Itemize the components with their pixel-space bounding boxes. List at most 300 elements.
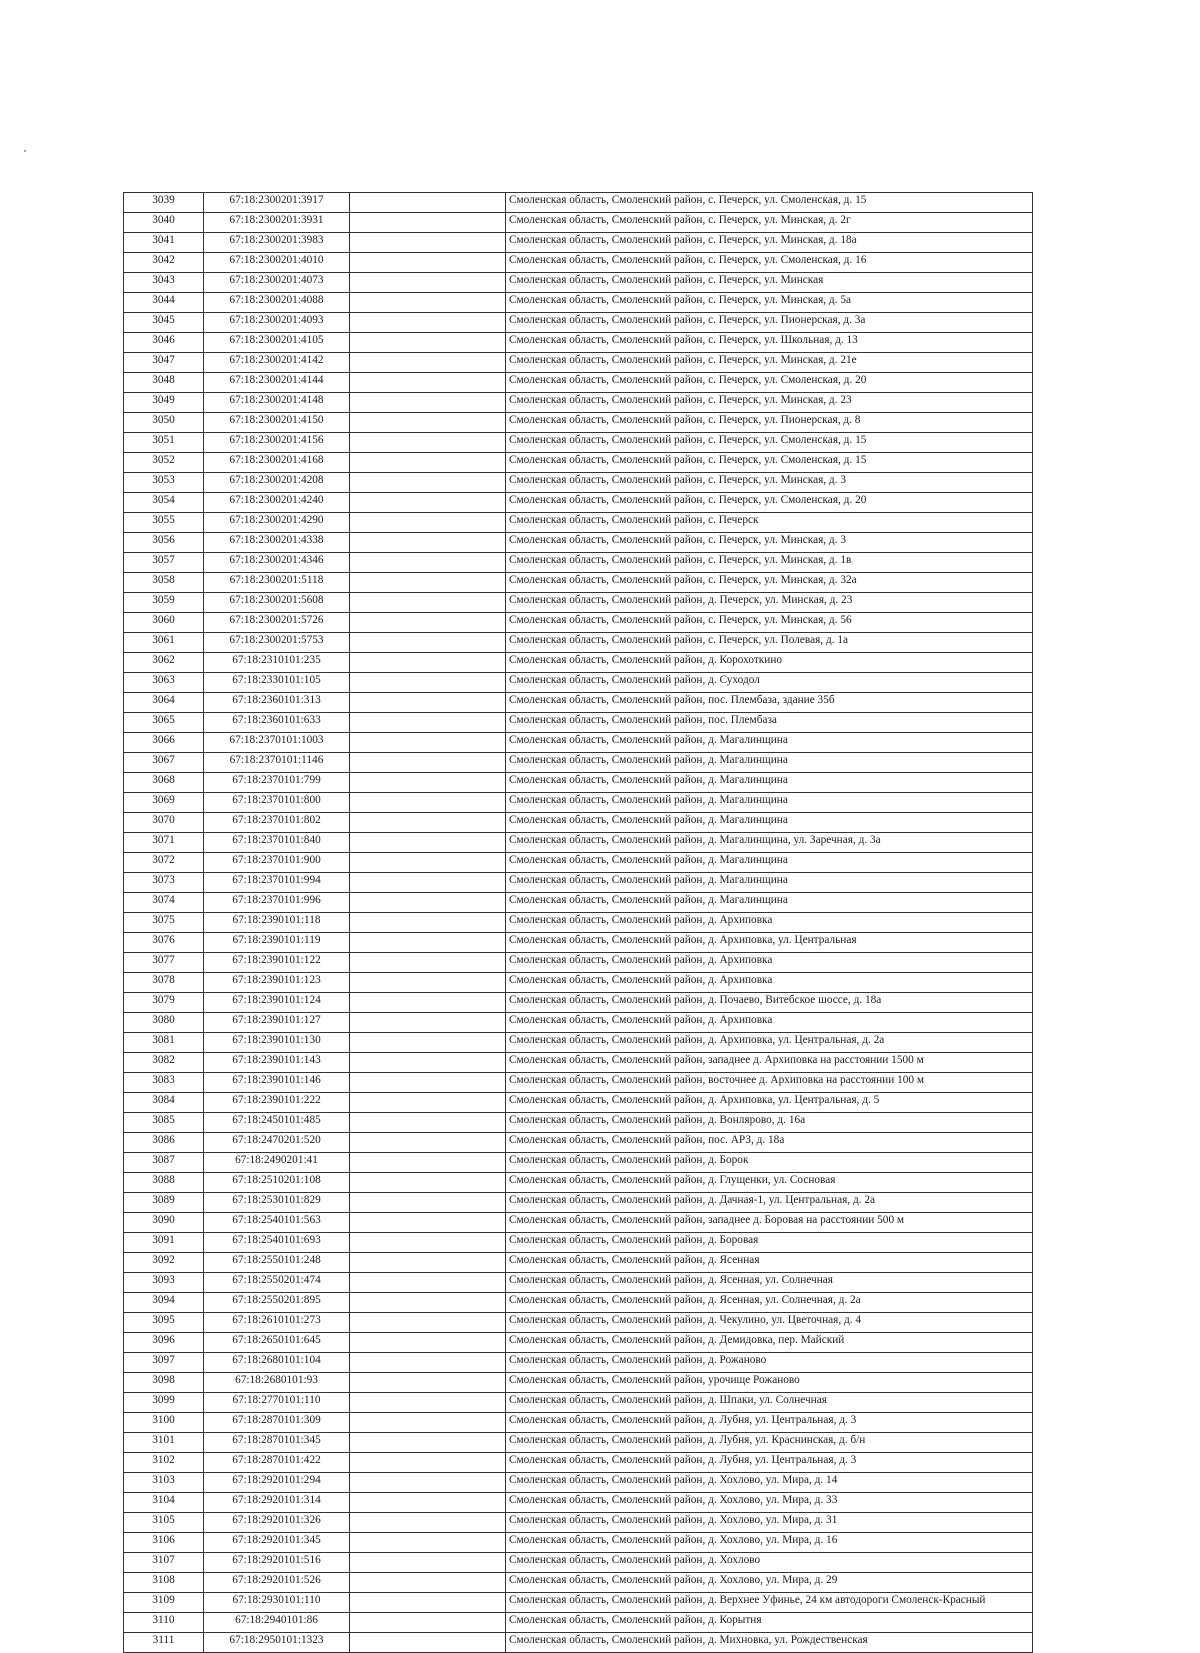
row-number: 3054 bbox=[124, 493, 204, 513]
row-number: 3092 bbox=[124, 1253, 204, 1273]
address-cell: Смоленская область, Смоленский район, западнее д. Боровая на расстоянии 500 м bbox=[506, 1213, 1033, 1233]
row-number: 3079 bbox=[124, 993, 204, 1013]
address-cell: Смоленская область, Смоленский район, д. Корытня bbox=[506, 1613, 1033, 1633]
table-row bbox=[124, 653, 1033, 673]
row-number: 3078 bbox=[124, 973, 204, 993]
table-row bbox=[124, 373, 1033, 393]
address-cell: Смоленская область, Смоленский район, с. Печерск, ул. Минская, д. 23 bbox=[506, 393, 1033, 413]
table-row bbox=[124, 493, 1033, 513]
table-row bbox=[124, 913, 1033, 933]
cadastral-number: 67:18:2920101:345 bbox=[204, 1533, 350, 1553]
empty-cell bbox=[350, 1573, 506, 1593]
address-cell: Смоленская область, Смоленский район, д. Демидовка, пер. Майский bbox=[506, 1333, 1033, 1353]
cadastral-registry-table bbox=[123, 192, 1033, 1653]
empty-cell bbox=[350, 873, 506, 893]
empty-cell bbox=[350, 1253, 506, 1273]
empty-cell bbox=[350, 773, 506, 793]
row-number: 3088 bbox=[124, 1173, 204, 1193]
table-row bbox=[124, 273, 1033, 293]
row-number: 3072 bbox=[124, 853, 204, 873]
address-cell: Смоленская область, Смоленский район, пос. Плембаза bbox=[506, 713, 1033, 733]
empty-cell bbox=[350, 1033, 506, 1053]
cadastral-number: 67:18:2370101:840 bbox=[204, 833, 350, 853]
table-row bbox=[124, 853, 1033, 873]
empty-cell bbox=[350, 853, 506, 873]
table-row bbox=[124, 1533, 1033, 1553]
row-number: 3098 bbox=[124, 1373, 204, 1393]
row-number: 3056 bbox=[124, 533, 204, 553]
table-row bbox=[124, 993, 1033, 1013]
row-number: 3109 bbox=[124, 1593, 204, 1613]
row-number: 3068 bbox=[124, 773, 204, 793]
cadastral-number: 67:18:2300201:3917 bbox=[204, 193, 350, 213]
address-cell: Смоленская область, Смоленский район, д. Рожаново bbox=[506, 1353, 1033, 1373]
row-number: 3062 bbox=[124, 653, 204, 673]
address-cell: Смоленская область, Смоленский район, с. Печерск, ул. Смоленская, д. 15 bbox=[506, 453, 1033, 473]
empty-cell bbox=[350, 1333, 506, 1353]
table-row bbox=[124, 773, 1033, 793]
row-number: 3063 bbox=[124, 673, 204, 693]
empty-cell bbox=[350, 453, 506, 473]
address-cell: Смоленская область, Смоленский район, д. Ясенная bbox=[506, 1253, 1033, 1273]
address-cell: Смоленская область, Смоленский район, д. Магалинщина bbox=[506, 893, 1033, 913]
empty-cell bbox=[350, 733, 506, 753]
address-cell: Смоленская область, Смоленский район, с. Печерск, ул. Минская, д. 1в bbox=[506, 553, 1033, 573]
address-cell: Смоленская область, Смоленский район, д. Хохлово, ул. Мира, д. 33 bbox=[506, 1493, 1033, 1513]
address-cell: Смоленская область, Смоленский район, д. Вонлярово, д. 16а bbox=[506, 1113, 1033, 1133]
row-number: 3042 bbox=[124, 253, 204, 273]
cadastral-number: 67:18:2870101:309 bbox=[204, 1413, 350, 1433]
row-number: 3089 bbox=[124, 1193, 204, 1213]
cadastral-number: 67:18:2930101:110 bbox=[204, 1593, 350, 1613]
empty-cell bbox=[350, 1533, 506, 1553]
empty-cell bbox=[350, 373, 506, 393]
row-number: 3041 bbox=[124, 233, 204, 253]
cadastral-number: 67:18:2920101:526 bbox=[204, 1573, 350, 1593]
row-number: 3051 bbox=[124, 433, 204, 453]
row-number: 3097 bbox=[124, 1353, 204, 1373]
cadastral-number: 67:18:2370101:996 bbox=[204, 893, 350, 913]
cadastral-number: 67:18:2300201:4290 bbox=[204, 513, 350, 533]
address-cell: Смоленская область, Смоленский район, с. Печерск, ул. Смоленская, д. 20 bbox=[506, 493, 1033, 513]
address-cell: Смоленская область, Смоленский район, д. Магалинщина bbox=[506, 793, 1033, 813]
row-number: 3043 bbox=[124, 273, 204, 293]
empty-cell bbox=[350, 1373, 506, 1393]
address-cell: Смоленская область, Смоленский район, д. Верхнее Уфинье, 24 км автодороги Смоленск-Красный bbox=[506, 1593, 1033, 1613]
address-cell: Смоленская область, Смоленский район, с. Печерск bbox=[506, 513, 1033, 533]
cadastral-number: 67:18:2300201:4168 bbox=[204, 453, 350, 473]
row-number: 3065 bbox=[124, 713, 204, 733]
address-cell: Смоленская область, Смоленский район, д. Архиповка bbox=[506, 953, 1033, 973]
cadastral-number: 67:18:2300201:5608 bbox=[204, 593, 350, 613]
table-row bbox=[124, 453, 1033, 473]
table-row bbox=[124, 233, 1033, 253]
address-cell: Смоленская область, Смоленский район, д. Ясенная, ул. Солнечная, д. 2а bbox=[506, 1293, 1033, 1313]
row-number: 3061 bbox=[124, 633, 204, 653]
row-number: 3076 bbox=[124, 933, 204, 953]
address-cell: Смоленская область, Смоленский район, с. Печерск, ул. Минская, д. 2г bbox=[506, 213, 1033, 233]
row-number: 3048 bbox=[124, 373, 204, 393]
row-number: 3083 bbox=[124, 1073, 204, 1093]
table-row bbox=[124, 213, 1033, 233]
cadastral-number: 67:18:2300201:4144 bbox=[204, 373, 350, 393]
address-cell: Смоленская область, Смоленский район, с. Печерск, ул. Пионерская, д. 3а bbox=[506, 313, 1033, 333]
address-cell: Смоленская область, Смоленский район, д. Печерск, ул. Минская, д. 23 bbox=[506, 593, 1033, 613]
empty-cell bbox=[350, 253, 506, 273]
empty-cell bbox=[350, 573, 506, 593]
cadastral-number: 67:18:2540101:693 bbox=[204, 1233, 350, 1253]
address-cell: Смоленская область, Смоленский район, д. Лубня, ул. Центральная, д. 3 bbox=[506, 1453, 1033, 1473]
table-row bbox=[124, 813, 1033, 833]
row-number: 3095 bbox=[124, 1313, 204, 1333]
empty-cell bbox=[350, 433, 506, 453]
address-cell: Смоленская область, Смоленский район, д. Магалинщина bbox=[506, 753, 1033, 773]
empty-cell bbox=[350, 353, 506, 373]
cadastral-number: 67:18:2300201:5726 bbox=[204, 613, 350, 633]
address-cell: Смоленская область, Смоленский район, с. Печерск, ул. Смоленская, д. 20 bbox=[506, 373, 1033, 393]
table-row bbox=[124, 613, 1033, 633]
empty-cell bbox=[350, 1593, 506, 1613]
table-row bbox=[124, 713, 1033, 733]
table-row bbox=[124, 1593, 1033, 1613]
empty-cell bbox=[350, 833, 506, 853]
address-cell: Смоленская область, Смоленский район, д. Лубня, ул. Центральная, д. 3 bbox=[506, 1413, 1033, 1433]
table-row bbox=[124, 573, 1033, 593]
empty-cell bbox=[350, 993, 506, 1013]
row-number: 3040 bbox=[124, 213, 204, 233]
empty-cell bbox=[350, 693, 506, 713]
table-row bbox=[124, 593, 1033, 613]
row-number: 3067 bbox=[124, 753, 204, 773]
table-row bbox=[124, 1113, 1033, 1133]
cadastral-number: 67:18:2300201:4338 bbox=[204, 533, 350, 553]
empty-cell bbox=[350, 973, 506, 993]
address-cell: Смоленская область, Смоленский район, д. Суходол bbox=[506, 673, 1033, 693]
cadastral-number: 67:18:2370101:800 bbox=[204, 793, 350, 813]
address-cell: Смоленская область, Смоленский район, урочище Рожаново bbox=[506, 1373, 1033, 1393]
empty-cell bbox=[350, 1113, 506, 1133]
empty-cell bbox=[350, 793, 506, 813]
cadastral-number: 67:18:2370101:802 bbox=[204, 813, 350, 833]
address-cell: Смоленская область, Смоленский район, д. Магалинщина bbox=[506, 733, 1033, 753]
empty-cell bbox=[350, 893, 506, 913]
empty-cell bbox=[350, 1553, 506, 1573]
empty-cell bbox=[350, 633, 506, 653]
cadastral-number: 67:18:2390101:118 bbox=[204, 913, 350, 933]
table-row bbox=[124, 973, 1033, 993]
table-row bbox=[124, 1513, 1033, 1533]
table-row bbox=[124, 393, 1033, 413]
row-number: 3071 bbox=[124, 833, 204, 853]
table-row bbox=[124, 1433, 1033, 1453]
cadastral-number: 67:18:2870101:345 bbox=[204, 1433, 350, 1453]
row-number: 3057 bbox=[124, 553, 204, 573]
table-row bbox=[124, 693, 1033, 713]
table-row bbox=[124, 1053, 1033, 1073]
table-row bbox=[124, 1093, 1033, 1113]
table-row bbox=[124, 933, 1033, 953]
row-number: 3086 bbox=[124, 1133, 204, 1153]
empty-cell bbox=[350, 613, 506, 633]
address-cell: Смоленская область, Смоленский район, д. Чекулино, ул. Цветочная, д. 4 bbox=[506, 1313, 1033, 1333]
address-cell: Смоленская область, Смоленский район, восточнее д. Архиповка на расстоянии 100 м bbox=[506, 1073, 1033, 1093]
address-cell: Смоленская область, Смоленский район, д. Архиповка, ул. Центральная, д. 2а bbox=[506, 1033, 1033, 1053]
row-number: 3050 bbox=[124, 413, 204, 433]
table-row bbox=[124, 733, 1033, 753]
cadastral-number: 67:18:2920101:314 bbox=[204, 1493, 350, 1513]
address-cell: Смоленская область, Смоленский район, д. Шпаки, ул. Солнечная bbox=[506, 1393, 1033, 1413]
table-row bbox=[124, 1033, 1033, 1053]
empty-cell bbox=[350, 1093, 506, 1113]
cadastral-number: 67:18:2390101:123 bbox=[204, 973, 350, 993]
table-row bbox=[124, 1553, 1033, 1573]
address-cell: Смоленская область, Смоленский район, пос. Плембаза, здание 35б bbox=[506, 693, 1033, 713]
cadastral-number: 67:18:2940101:86 bbox=[204, 1613, 350, 1633]
cadastral-number: 67:18:2390101:143 bbox=[204, 1053, 350, 1073]
empty-cell bbox=[350, 1353, 506, 1373]
cadastral-number: 67:18:2920101:516 bbox=[204, 1553, 350, 1573]
address-cell: Смоленская область, Смоленский район, д. Дачная-1, ул. Центральная, д. 2а bbox=[506, 1193, 1033, 1213]
empty-cell bbox=[350, 193, 506, 213]
address-cell: Смоленская область, Смоленский район, д. Магалинщина bbox=[506, 813, 1033, 833]
table-row bbox=[124, 633, 1033, 653]
row-number: 3045 bbox=[124, 313, 204, 333]
cadastral-number: 67:18:2390101:146 bbox=[204, 1073, 350, 1093]
cadastral-number: 67:18:2550201:474 bbox=[204, 1273, 350, 1293]
table-row bbox=[124, 1333, 1033, 1353]
row-number: 3047 bbox=[124, 353, 204, 373]
cadastral-number: 67:18:2300201:4073 bbox=[204, 273, 350, 293]
empty-cell bbox=[350, 1513, 506, 1533]
table-row bbox=[124, 413, 1033, 433]
cadastral-number: 67:18:2370101:799 bbox=[204, 773, 350, 793]
row-number: 3058 bbox=[124, 573, 204, 593]
address-cell: Смоленская область, Смоленский район, д. Борок bbox=[506, 1153, 1033, 1173]
address-cell: Смоленская область, Смоленский район, д. Хохлово, ул. Мира, д. 14 bbox=[506, 1473, 1033, 1493]
cadastral-number: 67:18:2490201:41 bbox=[204, 1153, 350, 1173]
address-cell: Смоленская область, Смоленский район, д. Хохлово bbox=[506, 1553, 1033, 1573]
cadastral-number: 67:18:2300201:4150 bbox=[204, 413, 350, 433]
row-number: 3044 bbox=[124, 293, 204, 313]
empty-cell bbox=[350, 713, 506, 733]
cadastral-number: 67:18:2300201:4208 bbox=[204, 473, 350, 493]
cadastral-number: 67:18:2300201:4105 bbox=[204, 333, 350, 353]
empty-cell bbox=[350, 313, 506, 333]
table-row bbox=[124, 873, 1033, 893]
address-cell: Смоленская область, Смоленский район, с. Печерск, ул. Минская bbox=[506, 273, 1033, 293]
row-number: 3052 bbox=[124, 453, 204, 473]
row-number: 3081 bbox=[124, 1033, 204, 1053]
address-cell: Смоленская область, Смоленский район, с. Печерск, ул. Школьная, д. 13 bbox=[506, 333, 1033, 353]
scan-speck bbox=[24, 150, 26, 152]
empty-cell bbox=[350, 1413, 506, 1433]
row-number: 3039 bbox=[124, 193, 204, 213]
row-number: 3075 bbox=[124, 913, 204, 933]
address-cell: Смоленская область, Смоленский район, с. Печерск, ул. Минская, д. 21е bbox=[506, 353, 1033, 373]
row-number: 3053 bbox=[124, 473, 204, 493]
address-cell: Смоленская область, Смоленский район, д. Хохлово, ул. Мира, д. 29 bbox=[506, 1573, 1033, 1593]
address-cell: Смоленская область, Смоленский район, д. Архиповка, ул. Центральная bbox=[506, 933, 1033, 953]
empty-cell bbox=[350, 1613, 506, 1633]
cadastral-number: 67:18:2390101:222 bbox=[204, 1093, 350, 1113]
cadastral-number: 67:18:2550201:895 bbox=[204, 1293, 350, 1313]
table-row bbox=[124, 953, 1033, 973]
table-row bbox=[124, 513, 1033, 533]
row-number: 3070 bbox=[124, 813, 204, 833]
table-row bbox=[124, 1013, 1033, 1033]
table-row bbox=[124, 1233, 1033, 1253]
cadastral-number: 67:18:2650101:645 bbox=[204, 1333, 350, 1353]
row-number: 3103 bbox=[124, 1473, 204, 1493]
cadastral-number: 67:18:2300201:4142 bbox=[204, 353, 350, 373]
row-number: 3099 bbox=[124, 1393, 204, 1413]
table-row bbox=[124, 1293, 1033, 1313]
table-row bbox=[124, 353, 1033, 373]
empty-cell bbox=[350, 1293, 506, 1313]
cadastral-number: 67:18:2300201:4240 bbox=[204, 493, 350, 513]
address-cell: Смоленская область, Смоленский район, пос. АРЗ, д. 18а bbox=[506, 1133, 1033, 1153]
cadastral-number: 67:18:2390101:127 bbox=[204, 1013, 350, 1033]
empty-cell bbox=[350, 1173, 506, 1193]
row-number: 3060 bbox=[124, 613, 204, 633]
row-number: 3091 bbox=[124, 1233, 204, 1253]
table-row bbox=[124, 1353, 1033, 1373]
cadastral-number: 67:18:2300201:4148 bbox=[204, 393, 350, 413]
row-number: 3080 bbox=[124, 1013, 204, 1033]
empty-cell bbox=[350, 333, 506, 353]
empty-cell bbox=[350, 593, 506, 613]
table-row bbox=[124, 1073, 1033, 1093]
row-number: 3059 bbox=[124, 593, 204, 613]
row-number: 3100 bbox=[124, 1413, 204, 1433]
row-number: 3108 bbox=[124, 1573, 204, 1593]
address-cell: Смоленская область, Смоленский район, д. Хохлово, ул. Мира, д. 31 bbox=[506, 1513, 1033, 1533]
table-row bbox=[124, 1453, 1033, 1473]
table-row bbox=[124, 753, 1033, 773]
row-number: 3111 bbox=[124, 1633, 204, 1653]
empty-cell bbox=[350, 1273, 506, 1293]
row-number: 3066 bbox=[124, 733, 204, 753]
empty-cell bbox=[350, 493, 506, 513]
row-number: 3069 bbox=[124, 793, 204, 813]
empty-cell bbox=[350, 753, 506, 773]
cadastral-number: 67:18:2360101:633 bbox=[204, 713, 350, 733]
empty-cell bbox=[350, 513, 506, 533]
empty-cell bbox=[350, 393, 506, 413]
table-row bbox=[124, 553, 1033, 573]
empty-cell bbox=[350, 1153, 506, 1173]
table-row bbox=[124, 1633, 1033, 1653]
address-cell: Смоленская область, Смоленский район, д. Глущенки, ул. Сосновая bbox=[506, 1173, 1033, 1193]
table-row bbox=[124, 1613, 1033, 1633]
table-row bbox=[124, 833, 1033, 853]
cadastral-number: 67:18:2300201:4346 bbox=[204, 553, 350, 573]
empty-cell bbox=[350, 1453, 506, 1473]
cadastral-number: 67:18:2360101:313 bbox=[204, 693, 350, 713]
table-row bbox=[124, 333, 1033, 353]
empty-cell bbox=[350, 1633, 506, 1653]
cadastral-number: 67:18:2370101:1146 bbox=[204, 753, 350, 773]
table-row bbox=[124, 1473, 1033, 1493]
empty-cell bbox=[350, 1433, 506, 1453]
empty-cell bbox=[350, 1013, 506, 1033]
empty-cell bbox=[350, 533, 506, 553]
table-row bbox=[124, 253, 1033, 273]
table-row bbox=[124, 313, 1033, 333]
registry-table-body bbox=[124, 193, 1033, 1653]
cadastral-number: 67:18:2530101:829 bbox=[204, 1193, 350, 1213]
cadastral-number: 67:18:2770101:110 bbox=[204, 1393, 350, 1413]
empty-cell bbox=[350, 293, 506, 313]
address-cell: Смоленская область, Смоленский район, д. Ясенная, ул. Солнечная bbox=[506, 1273, 1033, 1293]
cadastral-number: 67:18:2390101:122 bbox=[204, 953, 350, 973]
empty-cell bbox=[350, 213, 506, 233]
table-row bbox=[124, 1413, 1033, 1433]
table-row bbox=[124, 1193, 1033, 1213]
cadastral-number: 67:18:2450101:485 bbox=[204, 1113, 350, 1133]
address-cell: Смоленская область, Смоленский район, д. Магалинщина, ул. Заречная, д. 3а bbox=[506, 833, 1033, 853]
address-cell: Смоленская область, Смоленский район, с. Печерск, ул. Смоленская, д. 15 bbox=[506, 193, 1033, 213]
empty-cell bbox=[350, 953, 506, 973]
row-number: 3110 bbox=[124, 1613, 204, 1633]
cadastral-number: 67:18:2300201:5118 bbox=[204, 573, 350, 593]
row-number: 3087 bbox=[124, 1153, 204, 1173]
row-number: 3102 bbox=[124, 1453, 204, 1473]
row-number: 3101 bbox=[124, 1433, 204, 1453]
cadastral-number: 67:18:2390101:119 bbox=[204, 933, 350, 953]
empty-cell bbox=[350, 1213, 506, 1233]
table-row bbox=[124, 1573, 1033, 1593]
cadastral-number: 67:18:2510201:108 bbox=[204, 1173, 350, 1193]
cadastral-number: 67:18:2610101:273 bbox=[204, 1313, 350, 1333]
table-row bbox=[124, 473, 1033, 493]
table-row bbox=[124, 1173, 1033, 1193]
address-cell: Смоленская область, Смоленский район, с. Печерск, ул. Минская, д. 56 bbox=[506, 613, 1033, 633]
cadastral-number: 67:18:2300201:4093 bbox=[204, 313, 350, 333]
cadastral-number: 67:18:2330101:105 bbox=[204, 673, 350, 693]
row-number: 3073 bbox=[124, 873, 204, 893]
table-row bbox=[124, 1313, 1033, 1333]
table-row bbox=[124, 1213, 1033, 1233]
cadastral-number: 67:18:2370101:900 bbox=[204, 853, 350, 873]
row-number: 3064 bbox=[124, 693, 204, 713]
row-number: 3049 bbox=[124, 393, 204, 413]
table-row bbox=[124, 533, 1033, 553]
address-cell: Смоленская область, Смоленский район, д. Михновка, ул. Рождественская bbox=[506, 1633, 1033, 1653]
row-number: 3084 bbox=[124, 1093, 204, 1113]
row-number: 3055 bbox=[124, 513, 204, 533]
row-number: 3093 bbox=[124, 1273, 204, 1293]
table-row bbox=[124, 793, 1033, 813]
table-row bbox=[124, 1373, 1033, 1393]
empty-cell bbox=[350, 413, 506, 433]
address-cell: Смоленская область, Смоленский район, с. Печерск, ул. Полевая, д. 1а bbox=[506, 633, 1033, 653]
address-cell: Смоленская область, Смоленский район, д. Архиповка bbox=[506, 1013, 1033, 1033]
address-cell: Смоленская область, Смоленский район, д. Магалинщина bbox=[506, 873, 1033, 893]
row-number: 3107 bbox=[124, 1553, 204, 1573]
table-row bbox=[124, 1153, 1033, 1173]
row-number: 3046 bbox=[124, 333, 204, 353]
empty-cell bbox=[350, 553, 506, 573]
empty-cell bbox=[350, 273, 506, 293]
table-row bbox=[124, 1133, 1033, 1153]
row-number: 3085 bbox=[124, 1113, 204, 1133]
address-cell: Смоленская область, Смоленский район, д. Хохлово, ул. Мира, д. 16 bbox=[506, 1533, 1033, 1553]
empty-cell bbox=[350, 933, 506, 953]
row-number: 3106 bbox=[124, 1533, 204, 1553]
empty-cell bbox=[350, 1473, 506, 1493]
row-number: 3105 bbox=[124, 1513, 204, 1533]
